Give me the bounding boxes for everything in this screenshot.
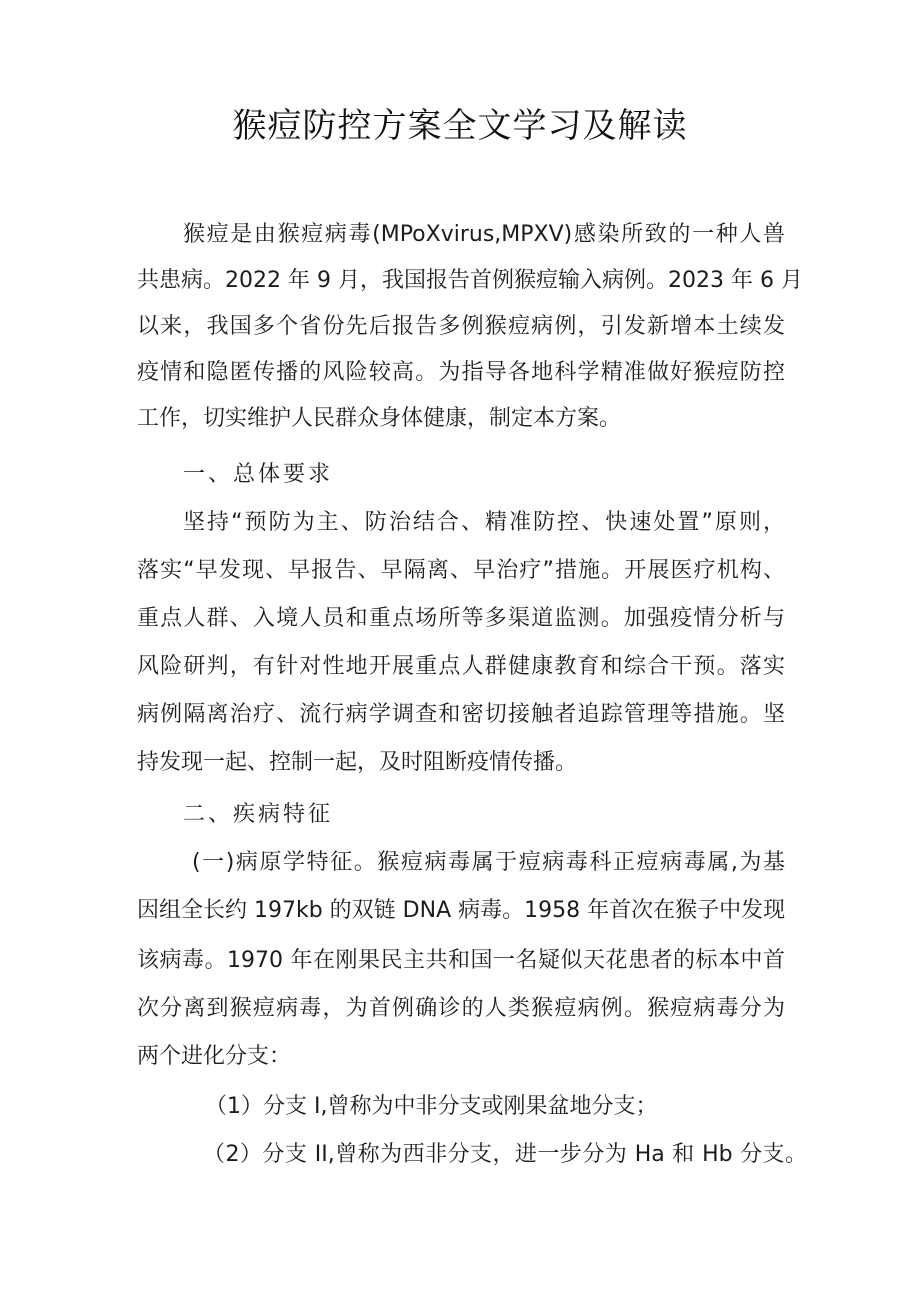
intro-line: 工作，切实维护人民群众身体健康，制定本方案。	[137, 406, 622, 431]
section1-line: 落实“早发现、早报告、早隔离、早治疗”措施。开展医疗机构、	[137, 558, 785, 583]
section1-line: 重点人群、入境人员和重点场所等多渠道监测。加强疫情分析与	[137, 606, 785, 631]
intro-line: 共患病。2022 年 9 月，我国报告首例猴痘输入病例。2023 年 6 月	[137, 268, 803, 293]
section1-line: 持发现一起、控制一起，及时阻断疫情传播。	[137, 750, 578, 775]
section2-line: 次分离到猴痘病毒，为首例确诊的人类猴痘病例。猴痘病毒分为	[137, 996, 785, 1021]
section2-line: (一)病原学特征。猴痘病毒属于痘病毒科正痘病毒属,为基	[192, 850, 785, 875]
list-item-clade-1: （1）分支 I,曾称为中非分支或刚果盆地分支；	[205, 1094, 658, 1119]
section2-line: 因组全长约 197kb 的双链 DNA 病毒。1958 年首次在猴子中发现	[137, 898, 786, 923]
section1-line: 病例隔离治疗、流行病学调查和密切接触者追踪管理等措施。坚	[137, 702, 785, 727]
intro-line: 以来，我国多个省份先后报告多例猴痘病例，引发新增本土续发	[137, 314, 785, 339]
section-heading-general-requirements: 一、总体要求	[183, 462, 334, 487]
intro-line: 猴痘是由猴痘病毒(MPoXvirus,MPXV)感染所致的一种人兽	[183, 222, 785, 247]
intro-line: 疫情和隐匿传播的风险较高。为指导各地科学精准做好猴痘防控	[137, 360, 785, 385]
section-heading-disease-characteristics: 二、疾病特征	[183, 802, 334, 827]
section2-line: 两个进化分支：	[137, 1044, 292, 1069]
section1-line: 坚持“预防为主、防治结合、精准防控、快速处置”原则，	[183, 510, 785, 535]
list-item-clade-2: （2）分支 II,曾称为西非分支，进一步分为 Ha 和 Hb 分支。	[203, 1142, 807, 1167]
section1-line: 风险研判，有针对性地开展重点人群健康教育和综合干预。落实	[137, 654, 785, 679]
document-title: 猴痘防控方案全文学习及解读	[232, 106, 688, 146]
section2-line: 该病毒。1970 年在刚果民主共和国一名疑似天花患者的标本中首	[137, 948, 785, 973]
